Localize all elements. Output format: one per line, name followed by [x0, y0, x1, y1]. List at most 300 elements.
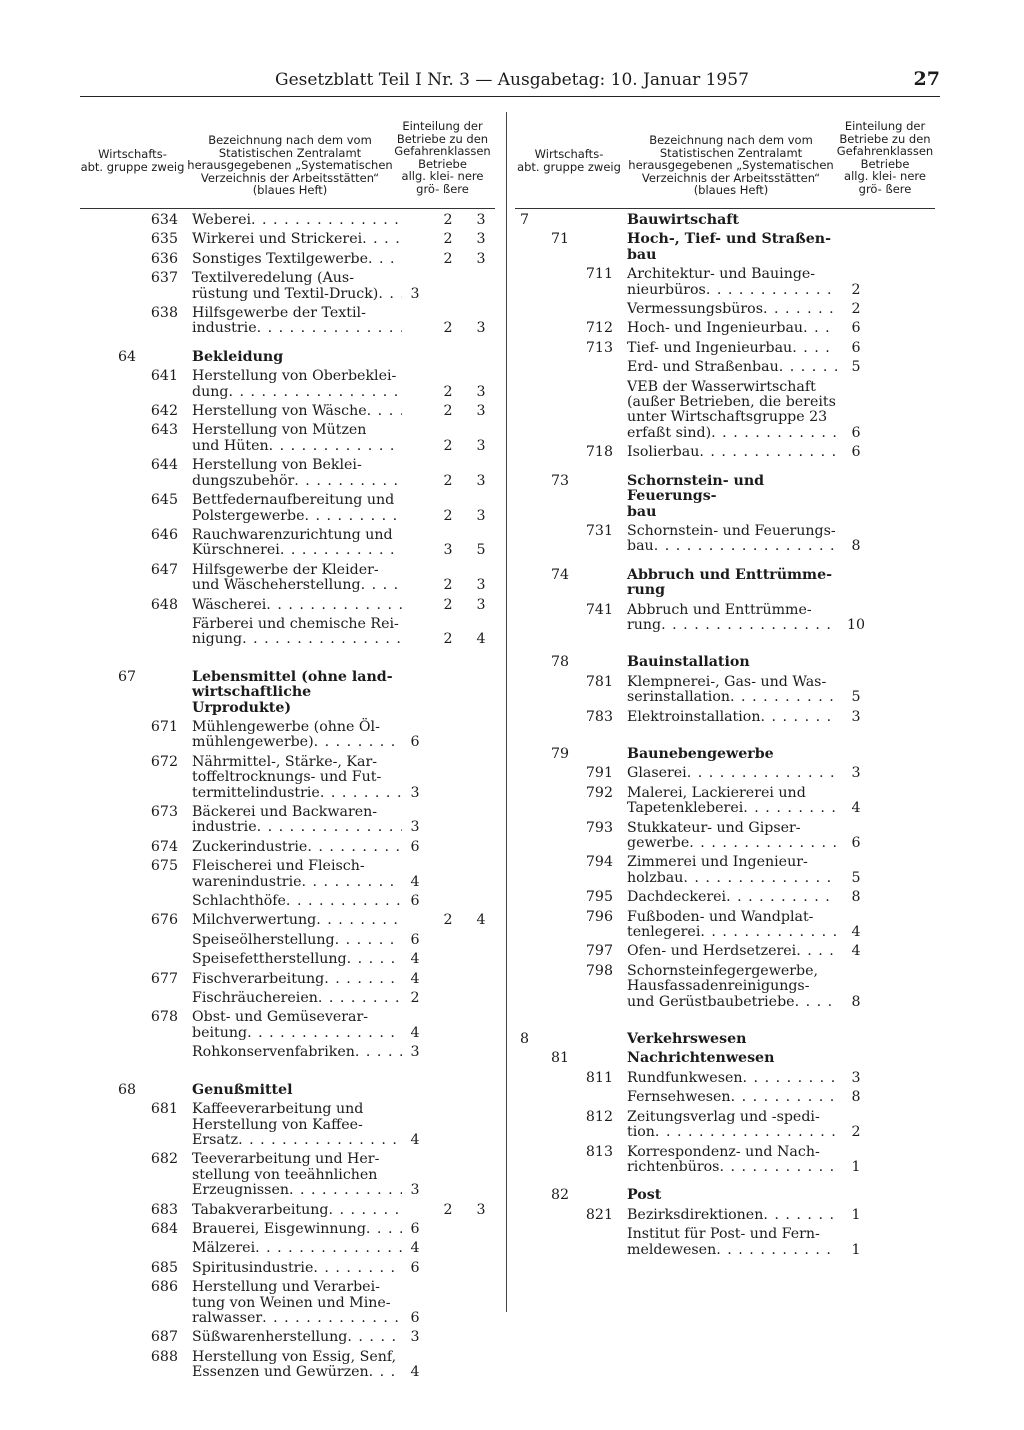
- leader-dots: [257, 321, 402, 336]
- zweig-code: 642: [150, 403, 178, 420]
- table-row: [515, 341, 935, 356]
- name-text: Bezirksdirektionen: [627, 1206, 764, 1223]
- name-line: Hausfassadenreinigungs-: [627, 978, 810, 995]
- name-line: [192, 875, 402, 890]
- class-kleinere: 2: [443, 250, 453, 267]
- industry-name: [192, 458, 402, 489]
- industry-name: [627, 1208, 837, 1223]
- zweig-code: 797: [585, 943, 613, 960]
- name-line: Herstellung von Essig, Senf,: [192, 1348, 397, 1365]
- leader-dots: [269, 439, 402, 454]
- zweig-code: 677: [150, 970, 178, 987]
- table-row: [80, 493, 495, 524]
- zweig-code: 673: [150, 804, 178, 820]
- industry-name: [192, 306, 402, 337]
- name-line: unter Wirtschaftsgruppe 23: [627, 409, 828, 426]
- name-line: [192, 894, 402, 909]
- table-row: [80, 894, 495, 909]
- name-text: tenlegerei: [627, 924, 701, 941]
- leader-dots: [286, 894, 402, 909]
- class-groessere: 3: [476, 596, 486, 613]
- name-line: Nachrichtenwesen: [627, 1050, 775, 1067]
- table-row: [515, 944, 935, 959]
- name-text: Isolierbau: [627, 444, 700, 461]
- industry-name: [192, 252, 402, 267]
- zweig-code: 682: [150, 1151, 178, 1168]
- section-heading-row: [80, 350, 495, 365]
- name-text: nigung: [192, 631, 243, 648]
- name-line: [627, 766, 837, 781]
- class-allgemein: 4: [410, 1024, 420, 1041]
- class-allgemein: 8: [851, 1089, 861, 1106]
- name-line: Herstellung von Oberbeklei-: [192, 368, 397, 385]
- table-row: [80, 1203, 495, 1218]
- industry-name: [627, 341, 837, 356]
- industry-name: [627, 1110, 837, 1141]
- class-groessere: 5: [476, 542, 486, 559]
- table-row: [80, 805, 495, 836]
- class-allgemein: 1: [851, 1206, 861, 1223]
- industry-name: [192, 404, 402, 419]
- industry-name: [627, 821, 837, 852]
- table-row: [515, 786, 935, 817]
- name-text: Brauerei, Eisgewinnung: [192, 1220, 366, 1237]
- row-spacer: [515, 1179, 935, 1188]
- zweig-code: 635: [150, 231, 178, 248]
- zweig-code: 718: [585, 444, 613, 461]
- left-column: [80, 112, 495, 1381]
- leader-dots: [355, 1045, 402, 1060]
- leader-dots: [257, 820, 402, 835]
- industry-name: [627, 655, 837, 670]
- name-text: Fischverarbeitung: [192, 970, 325, 987]
- class-groessere: 4: [476, 631, 486, 648]
- name-text: richtenbüros: [627, 1158, 720, 1175]
- industry-name: [627, 474, 837, 520]
- industry-name: [192, 617, 402, 648]
- name-text: Süßwarenherstellung: [192, 1329, 348, 1346]
- zweig-code: 645: [150, 492, 178, 509]
- zweig-code: 741: [585, 601, 613, 618]
- class-allgemein: 6: [851, 424, 861, 441]
- industry-name: [192, 598, 402, 613]
- name-text: nieurbüros: [627, 281, 706, 298]
- header-bezeichnung: Bezeichnung nach dem vom Statistischen Zentralamt herausgegebenen „Systematischen Verzeichnis der Arbeitsstätten“ (blaues Heft): [628, 133, 834, 197]
- zweig-code: 813: [585, 1143, 613, 1160]
- zweig-code: 687: [150, 1329, 178, 1346]
- industry-name: [627, 302, 837, 317]
- class-allgemein: 8: [851, 538, 861, 555]
- leader-dots: [316, 913, 402, 928]
- page-title: Gesetzblatt Teil I Nr. 3 — Ausgabetag: 10. Januar 1957: [275, 70, 749, 90]
- row-spacer: [80, 1065, 495, 1083]
- name-line: [192, 287, 402, 302]
- leader-dots: [318, 991, 402, 1006]
- table-row: [515, 1145, 935, 1176]
- name-text: Kürschnerei: [192, 542, 280, 559]
- name-text: Essenzen und Gewürzen: [192, 1364, 369, 1381]
- industry-name: [192, 805, 402, 836]
- industry-name: [627, 1145, 837, 1176]
- table-row: [80, 720, 495, 751]
- table-row: [80, 1261, 495, 1276]
- industry-name: [192, 1330, 402, 1345]
- table-header: [515, 112, 935, 209]
- industry-name: [627, 910, 837, 941]
- industry-name: [627, 213, 837, 228]
- name-line: Genußmittel: [192, 1081, 293, 1098]
- class-allgemein: 8: [851, 993, 861, 1010]
- leader-dots: [255, 1241, 402, 1256]
- section-heading-row: [515, 655, 935, 670]
- zweig-code: 672: [150, 753, 178, 770]
- industry-name: [627, 710, 837, 725]
- table-row: [515, 603, 935, 634]
- industry-name: [627, 1071, 837, 1086]
- header-wirtschafts: Wirtschafts- abt. gruppe zweig: [517, 147, 621, 174]
- name-line: [192, 820, 402, 835]
- zweig-code: 643: [150, 422, 178, 439]
- name-line: [627, 321, 837, 336]
- leader-dots: [700, 925, 837, 940]
- class-allgemein: 6: [851, 444, 861, 461]
- table-row: [80, 1222, 495, 1237]
- name-line: [627, 1208, 837, 1223]
- name-text: Zuckerindustrie: [192, 838, 308, 855]
- class-groessere: 3: [476, 320, 486, 337]
- class-kleinere: 2: [443, 231, 453, 248]
- name-line: [192, 735, 402, 750]
- name-text: dungszubehör: [192, 472, 295, 489]
- leader-dots: [655, 1125, 837, 1140]
- name-line: [192, 1133, 402, 1148]
- name-text: dung: [192, 383, 229, 400]
- name-text: Fischräuchereien: [192, 990, 318, 1007]
- industry-name: [192, 894, 402, 909]
- zweig-code: 681: [150, 1101, 178, 1118]
- industry-name: [192, 1045, 402, 1060]
- leader-dots: [369, 1365, 402, 1380]
- name-line: Abbruch und Enttrümme-: [627, 566, 832, 583]
- class-kleinere: 2: [443, 437, 453, 454]
- class-allgemein: 4: [410, 970, 420, 987]
- leader-dots: [716, 1243, 837, 1258]
- name-text: und Gerüstbaubetriebe: [627, 993, 795, 1010]
- name-line: [192, 991, 402, 1006]
- zweig-code: 783: [585, 708, 613, 725]
- industry-name: [627, 1188, 837, 1203]
- class-allgemein: 6: [410, 1259, 420, 1276]
- section-heading-row: [515, 1188, 935, 1203]
- leader-dots: [730, 690, 837, 705]
- industry-name: [192, 350, 402, 365]
- zweig-code: 711: [585, 266, 613, 283]
- name-line: Herstellung von Beklei-: [192, 457, 362, 474]
- class-allgemein: 3: [851, 1069, 861, 1086]
- zweig-code: 634: [150, 212, 178, 228]
- gruppe-code: 82: [550, 1187, 569, 1204]
- zweig-code: 637: [150, 270, 178, 287]
- name-line: Korrespondenz- und Nach-: [627, 1143, 820, 1160]
- name-line: Färberei und chemische Rei-: [192, 615, 399, 632]
- table-row: [515, 675, 935, 706]
- table-row: [80, 1102, 495, 1148]
- class-groessere: 3: [476, 383, 486, 400]
- name-line: Mühlengewerbe (ohne Öl-: [192, 718, 380, 735]
- industry-name: [192, 1083, 402, 1098]
- class-kleinere: 2: [443, 912, 453, 929]
- abt-code: 67: [117, 668, 136, 685]
- name-line: Malerei, Lackiererei und: [627, 784, 806, 801]
- name-line: Institut für Post- und Fern-: [627, 1226, 820, 1243]
- table-row: [80, 271, 495, 302]
- name-text: Speiseölherstellung: [192, 931, 335, 948]
- leader-dots: [362, 232, 402, 247]
- class-allgemein: 5: [851, 359, 861, 376]
- zweig-code: 798: [585, 962, 613, 979]
- table-row: [80, 1010, 495, 1041]
- table-row: [515, 1090, 935, 1105]
- table-row: [80, 1350, 495, 1381]
- class-groessere: 3: [476, 437, 486, 454]
- name-line: Bettfedernaufbereitung und: [192, 492, 395, 509]
- leader-dots: [378, 287, 402, 302]
- leader-dots: [683, 871, 837, 886]
- name-line: Stukkateur- und Gipser-: [627, 819, 801, 836]
- name-line: [627, 360, 837, 375]
- class-groessere: 3: [476, 507, 486, 524]
- name-line: [627, 690, 837, 705]
- class-groessere: 3: [476, 472, 486, 489]
- section-heading-row: [80, 1083, 495, 1098]
- table-row: [80, 617, 495, 648]
- right-column: [515, 112, 935, 1312]
- class-groessere: 4: [476, 912, 486, 929]
- zweig-code: 793: [585, 819, 613, 836]
- leader-dots: [731, 1090, 837, 1105]
- industry-name: [627, 321, 837, 336]
- leader-dots: [324, 972, 402, 987]
- name-line: Schornstein- und Feuerungs-: [627, 472, 765, 505]
- name-line: [192, 385, 402, 400]
- leader-dots: [699, 445, 837, 460]
- name-line: [192, 439, 402, 454]
- class-allgemein: 10: [846, 616, 866, 633]
- name-text: Herstellung von Wäsche: [192, 403, 367, 420]
- industry-name: [192, 1222, 402, 1237]
- zweig-code: 678: [150, 1009, 178, 1026]
- row-spacer: [515, 1014, 935, 1032]
- leader-dots: [335, 933, 402, 948]
- name-text: Tief- und Ingenieurbau: [627, 339, 793, 356]
- name-line: stellung von teeähnlichen: [192, 1166, 378, 1183]
- industry-name: [627, 675, 837, 706]
- table-row: [80, 1045, 495, 1060]
- section-heading-row: [515, 213, 935, 228]
- name-line: [192, 952, 402, 967]
- table-row: [80, 859, 495, 890]
- industry-name: [192, 1261, 402, 1276]
- name-text: rung: [627, 616, 662, 633]
- row-spacer: [515, 637, 935, 655]
- table-row: [80, 913, 495, 928]
- name-text: Elektroinstallation: [627, 708, 761, 725]
- industry-name: [627, 747, 837, 762]
- leader-dots: [266, 598, 402, 613]
- name-line: [192, 972, 402, 987]
- leader-dots: [726, 890, 837, 905]
- industry-name: [192, 213, 402, 228]
- table-row: [80, 404, 495, 419]
- industry-name: [192, 720, 402, 751]
- zweig-code: 674: [150, 838, 178, 855]
- name-text: Ofen- und Herdsetzerei: [627, 943, 797, 960]
- section-heading-row: [80, 670, 495, 716]
- name-text: rüstung und Textil-Druck): [192, 285, 379, 302]
- industry-name: [192, 423, 402, 454]
- table-row: [80, 423, 495, 454]
- zweig-code: 712: [585, 320, 613, 337]
- name-line: [192, 1203, 402, 1218]
- zweig-code: 796: [585, 908, 613, 925]
- leader-dots: [687, 766, 837, 781]
- name-line: Architektur- und Bauinge-: [627, 266, 816, 283]
- table-row: [80, 952, 495, 967]
- name-line: [627, 836, 837, 851]
- name-line: [627, 925, 837, 940]
- zweig-code: 812: [585, 1108, 613, 1125]
- table-row: [80, 598, 495, 613]
- name-line: Schornsteinfegergewerbe,: [627, 962, 819, 979]
- industry-name: [192, 493, 402, 524]
- leader-dots: [743, 801, 837, 816]
- class-allgemein: 6: [410, 1309, 420, 1326]
- name-line: Herstellung und Verarbei-: [192, 1279, 380, 1296]
- name-line: Bekleidung: [192, 348, 284, 365]
- class-allgemein: 1: [851, 1241, 861, 1258]
- abt-code: 64: [117, 348, 136, 365]
- industry-name: [192, 1152, 402, 1198]
- class-allgemein: 4: [410, 1240, 420, 1257]
- table-row: [515, 445, 935, 460]
- industry-name: [192, 840, 402, 855]
- leader-dots: [328, 1203, 402, 1218]
- industry-name: [627, 786, 837, 817]
- name-text: Wäscherei: [192, 596, 267, 613]
- industry-name: [192, 1102, 402, 1148]
- table-row: [80, 232, 495, 247]
- class-groessere: 3: [476, 231, 486, 248]
- industry-name: [192, 1280, 402, 1326]
- name-line: Post: [627, 1187, 662, 1204]
- name-line: [192, 1026, 402, 1041]
- industry-name: [192, 563, 402, 594]
- leader-dots: [262, 1311, 402, 1326]
- zweig-code: 683: [150, 1201, 178, 1218]
- table-row: [515, 302, 935, 317]
- industry-name: [627, 964, 837, 1010]
- name-line: [627, 944, 837, 959]
- leader-dots: [795, 995, 837, 1010]
- table-row: [515, 766, 935, 781]
- table-row: [515, 380, 935, 442]
- name-text: industrie: [192, 320, 257, 337]
- class-groessere: 3: [476, 577, 486, 594]
- industry-name: [627, 267, 837, 298]
- name-line: [627, 302, 837, 317]
- name-line: [627, 283, 837, 298]
- table-row: [515, 1208, 935, 1223]
- zweig-code: 713: [585, 339, 613, 356]
- name-line: bau: [627, 246, 657, 263]
- class-allgemein: 4: [410, 873, 420, 890]
- industry-name: [192, 859, 402, 890]
- industry-name: [192, 271, 402, 302]
- name-line: [192, 1261, 402, 1276]
- header-einteilung: Einteilung der Betriebe zu den Gefahrenklassen Betriebe allg. klei- nere grö- ßere: [394, 119, 491, 196]
- leader-dots: [238, 1133, 402, 1148]
- leader-dots: [247, 1026, 402, 1041]
- name-line: [192, 232, 402, 247]
- name-line: [192, 1222, 402, 1237]
- class-allgemein: 6: [851, 339, 861, 356]
- leader-dots: [242, 632, 402, 647]
- name-line: [192, 213, 402, 228]
- name-text: Fernsehwesen: [627, 1089, 731, 1106]
- section-heading-row: [515, 1032, 935, 1047]
- zweig-code: 688: [150, 1348, 178, 1365]
- leader-dots: [302, 875, 402, 890]
- industry-name: [192, 972, 402, 987]
- name-text: Erzeugnissen: [192, 1182, 289, 1199]
- gruppe-code: 81: [550, 1050, 569, 1067]
- gruppe-code: 71: [550, 231, 569, 248]
- name-line: [192, 1311, 402, 1326]
- name-line: Herstellung von Kaffee-: [192, 1116, 363, 1133]
- zweig-code: 675: [150, 858, 178, 875]
- zweig-code: 647: [150, 561, 178, 578]
- class-allgemein: 4: [851, 800, 861, 817]
- name-line: [192, 1330, 402, 1345]
- header-einteilung: Einteilung der Betriebe zu den Gefahrenklassen Betriebe allg. klei- nere grö- ßere: [836, 119, 934, 196]
- section-heading-row: [515, 474, 935, 520]
- name-text: Dachdeckerei: [627, 889, 727, 906]
- class-groessere: 3: [476, 403, 486, 420]
- section-heading-row: [515, 568, 935, 599]
- industry-name: [192, 670, 402, 716]
- industry-name: [627, 524, 837, 555]
- zweig-code: 676: [150, 912, 178, 929]
- table-row: [80, 840, 495, 855]
- table-row: [515, 1071, 935, 1086]
- table-row: [80, 528, 495, 559]
- class-allgemein: 2: [851, 1124, 861, 1141]
- name-line: [627, 710, 837, 725]
- name-line: toffeltrocknungs- und Fut-: [192, 769, 382, 786]
- table-row: [515, 710, 935, 725]
- name-text: und Hüten: [192, 437, 269, 454]
- table-row: [515, 855, 935, 886]
- industry-name: [627, 855, 837, 886]
- table-row: [515, 910, 935, 941]
- name-line: Herstellung von Mützen: [192, 422, 367, 439]
- name-text: Tabakverarbeitung: [192, 1201, 329, 1218]
- class-allgemein: 6: [410, 1220, 420, 1237]
- class-allgemein: 6: [851, 320, 861, 337]
- name-line: Abbruch und Enttrümme-: [627, 601, 812, 618]
- name-line: Obst- und Gemüseverar-: [192, 1009, 369, 1026]
- name-text: tion: [627, 1124, 655, 1141]
